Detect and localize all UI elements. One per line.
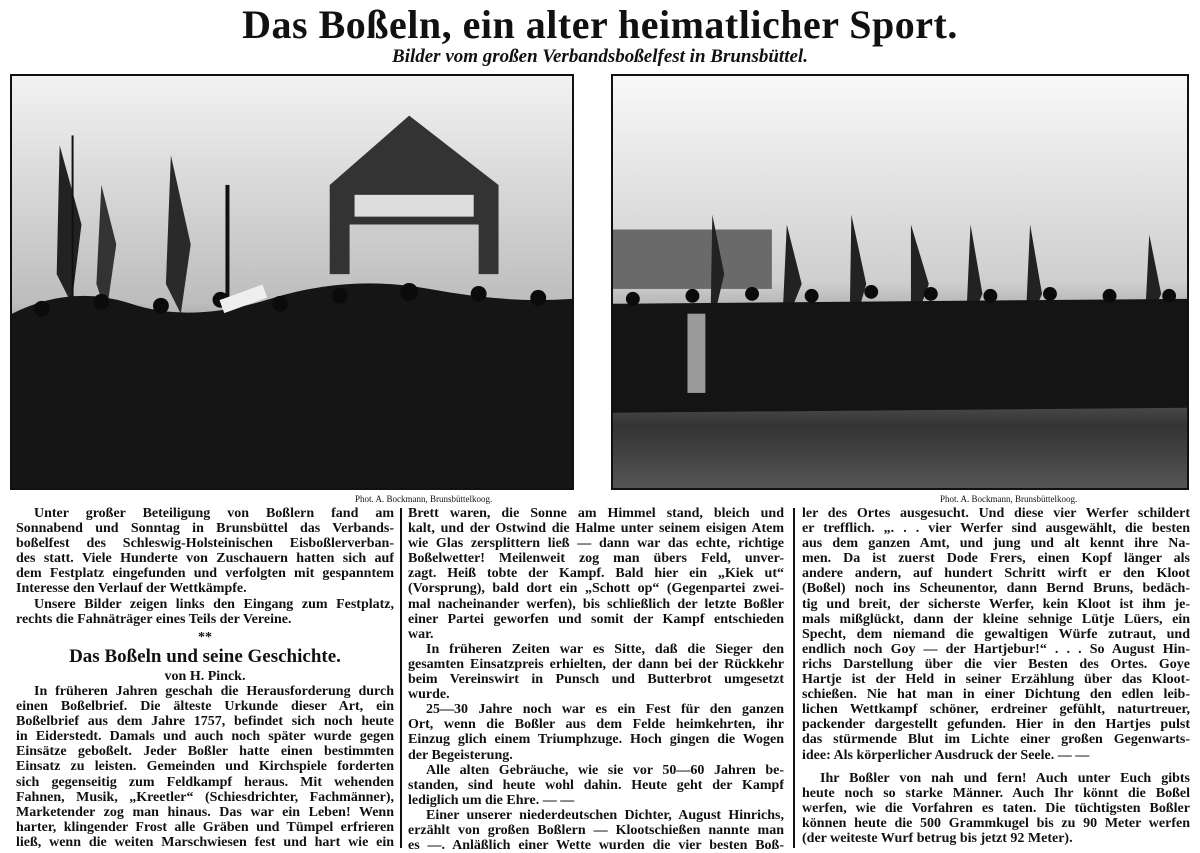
text-line: werfen, wie die Vorfahren es taten. Die tüchtigsten Boßler — [802, 800, 1190, 816]
photo-festplatz-entrance — [10, 74, 574, 490]
text-line: er trefflich. „. . . vier Werfer sind ausgewählt, die besten — [802, 521, 1190, 537]
column-3 — [802, 506, 1190, 846]
separator-stars: ** — [198, 629, 212, 645]
text-line: erzählt von großen Boßlern — Klootschießen nannte man — [408, 822, 784, 838]
column-rule — [400, 508, 402, 848]
text-line: gesamten Einsatzpreis erhielten, der dann bei der Rückkehr — [408, 656, 784, 672]
text-line: Ort, wenn die Boßler aus dem Felde heimkehrten, ihr — [408, 717, 784, 733]
text-line: beim Vereinswirt in Punsch und Butterbrot umgesetzt — [408, 672, 784, 688]
text-line: der Begeisterung. — [408, 747, 513, 763]
text-line: idee: Als körperlicher Ausdruck der Seele. — — — [802, 747, 1090, 763]
text-line: Marketender zog man hinaus. Das war ein Leben! Wenn — [16, 804, 394, 820]
text-line: das stürmende Blut im Lichte einer großen Gegenwarts- — [802, 732, 1190, 748]
text-line: In früheren Zeiten war es Sitte, daß die Sieger den — [426, 641, 784, 657]
text-line: Einsatz zu leisten. Gemeinden und Kirchspiele forderten — [16, 759, 394, 775]
text-line: mal nacheinander werfen), bis schließlich der letzte Boßler — [408, 596, 784, 612]
text-line: können heute die 500 Grammkugel bis zu 90 Meter werfen — [802, 815, 1190, 831]
text-line: wurde. — [408, 687, 450, 703]
text-line: In früheren Jahren geschah die Herausforderung durch — [34, 683, 394, 699]
text-line: lediglich um die Ehre. — — — [408, 792, 575, 808]
text-line: zagt. Heiß tobte der Kampf. Bald hier ein „Kiek ut“ — [408, 566, 784, 582]
text-line: Einer unserer niederdeutschen Dichter, August Hinrichs, — [426, 807, 784, 823]
page-title: Das Boßeln, ein alter heimatlicher Sport. — [242, 2, 958, 47]
text-line: dem Festplatz eingefunden und verfolgten mit gespanntem — [16, 566, 394, 582]
photo-flag-bearers — [611, 74, 1189, 490]
text-line: boßelfest des Schleswig-Holsteinischen Eisboßlerverban- — [16, 536, 394, 552]
text-line: es —. Anläßlich einer Wette wurden die vier besten Boß- — [408, 838, 784, 853]
text-line: Interesse den Verlauf der Wettkämpfe. — [16, 581, 247, 597]
text-line: endlich noch Goy — der Hartjebur!“ . . . So August Hin- — [802, 641, 1190, 657]
text-line: ließ, wenn die weiten Marschwiesen fest und hart wie ein — [16, 834, 394, 850]
column-2 — [408, 506, 784, 853]
text-line: Fahnen, Musik, „Kreetler“ (Schiesdrichter, Fachmänner), — [16, 789, 394, 805]
text-line: aus dem ganzen Amt, und jung und alt kennt ihre Na- — [802, 536, 1190, 552]
text-line: mals mißglückt, dann der kleine sehnige Lütje Lüers, ein — [802, 611, 1190, 627]
text-line: Specht, dem niemand die gewaltigen Würfe zutraut, und — [802, 626, 1190, 642]
text-line: harter, klingender Frost alle Gräben und Tümpel erfrieren — [16, 819, 394, 835]
text-line: Einsätze geboßelt. Jeder Boßler hatte einen bestimmten — [16, 744, 394, 760]
text-line: einer Partei geworfen und somit der Kampf entschieden — [408, 611, 784, 627]
column-rule — [793, 508, 795, 848]
text-line: Alle alten Gebräuche, wie sie vor 50—60 Jahren be- — [426, 762, 784, 778]
text-line: schießen. Nie hat man in einer Dichtung den edlen leib- — [802, 687, 1190, 703]
text-line: Boßelwetter! Meilenweit zog man übers Feld, unver- — [408, 551, 784, 567]
byline: von H. Pinck. — [164, 668, 246, 684]
text-line: Unter großer Beteiligung von Boßlern fand am — [34, 506, 394, 521]
text-line: richs Darstellung über die vier Besten des Ortes. Goye — [802, 656, 1190, 672]
text-line: lichen Wettkampf schöner, erdreiner gefühlt, naturtreuer, — [802, 702, 1190, 718]
text-line: packender dargestellt gefunden. Hier in den Hartjes pulst — [802, 717, 1190, 733]
text-line: Ihr Boßler von nah und fern! Auch unter Euch gibts — [820, 770, 1190, 786]
text-line: sich gegenseitig zum Feldkampf heraus. Mit wehenden — [16, 774, 394, 790]
text-line: 25—30 Jahre noch war es ein Fest für den ganzen — [426, 702, 784, 718]
photo-credit-left: Phot. A. Bockmann, Brunsbüttelkoog. — [355, 494, 493, 504]
text-line: (Vorsprung), bald dort ein „Schott op“ (Gegenpartei zwei- — [408, 581, 784, 597]
text-line: heute noch so starke Männer. Auch Ihr könnt die Boßel — [802, 785, 1190, 801]
text-line: kalt, und der Ostwind die Halme unter seinem eisigen Atem — [408, 521, 784, 537]
text-line: standen, sind heute wohl dahin. Heute geht der Kampf — [408, 777, 784, 793]
text-line: (der weiteste Wurf betrug bis jetzt 92 Meter). — [802, 830, 1073, 846]
text-line: war. — [408, 626, 434, 642]
photo-credit-right: Phot. A. Bockmann, Brunsbüttelkoog. — [940, 494, 1078, 504]
text-line: tig und breit, der sicherste Werfer, kein Kloot ist ihm je- — [802, 596, 1190, 612]
text-line: Sonnabend und Sonntag in Brunsbüttel das Verbands- — [16, 521, 394, 537]
text-line: ler des Ortes ausgesucht. Und diese vier Werfer schildert — [802, 506, 1190, 521]
text-line: in Eiderstedt. Damals und auch noch später wurde gegen — [16, 729, 394, 745]
text-line: einen Boßelbrief. Die älteste Urkunde dieser Art, ein — [16, 699, 394, 715]
text-line: (Boßel) noch ins Scheunentor, dann Bernd Bruns, bedäch- — [802, 581, 1190, 597]
text-line: Einzug glich einem Triumphzuge. Hoch gingen die Wogen — [408, 732, 784, 748]
text-line: men. Da ist zuerst Dode Frers, einen Kopf länger als — [802, 551, 1190, 567]
text-line: des statt. Viele Hunderte von Zuschauern hatten sich auf — [16, 551, 394, 567]
article-heading: Das Boßeln und seine Geschichte. — [69, 645, 341, 667]
text-line: andere andern, auf hundert Schritt wirft er den Kloot — [802, 566, 1190, 582]
page-subtitle: Bilder vom großen Verbandsboßelfest in Brunsbüttel. — [392, 46, 808, 67]
text-line: wie Glas zersplittern ließ — dann war das echte, richtige — [408, 536, 784, 552]
text-line: Brett waren, die Sonne am Himmel stand, bleich und — [408, 506, 784, 521]
text-line: Unsere Bilder zeigen links den Eingang zum Festplatz, — [34, 596, 394, 612]
text-line: Hartje ist der Held in seiner Erzählung über das Kloot- — [802, 672, 1190, 688]
column-1 — [16, 506, 394, 850]
text-line: rechts die Fahnäträger eines Teils der Vereine. — [16, 611, 292, 627]
text-line: Boßelbrief aus dem Jahre 1757, befindet sich noch heute — [16, 714, 394, 730]
